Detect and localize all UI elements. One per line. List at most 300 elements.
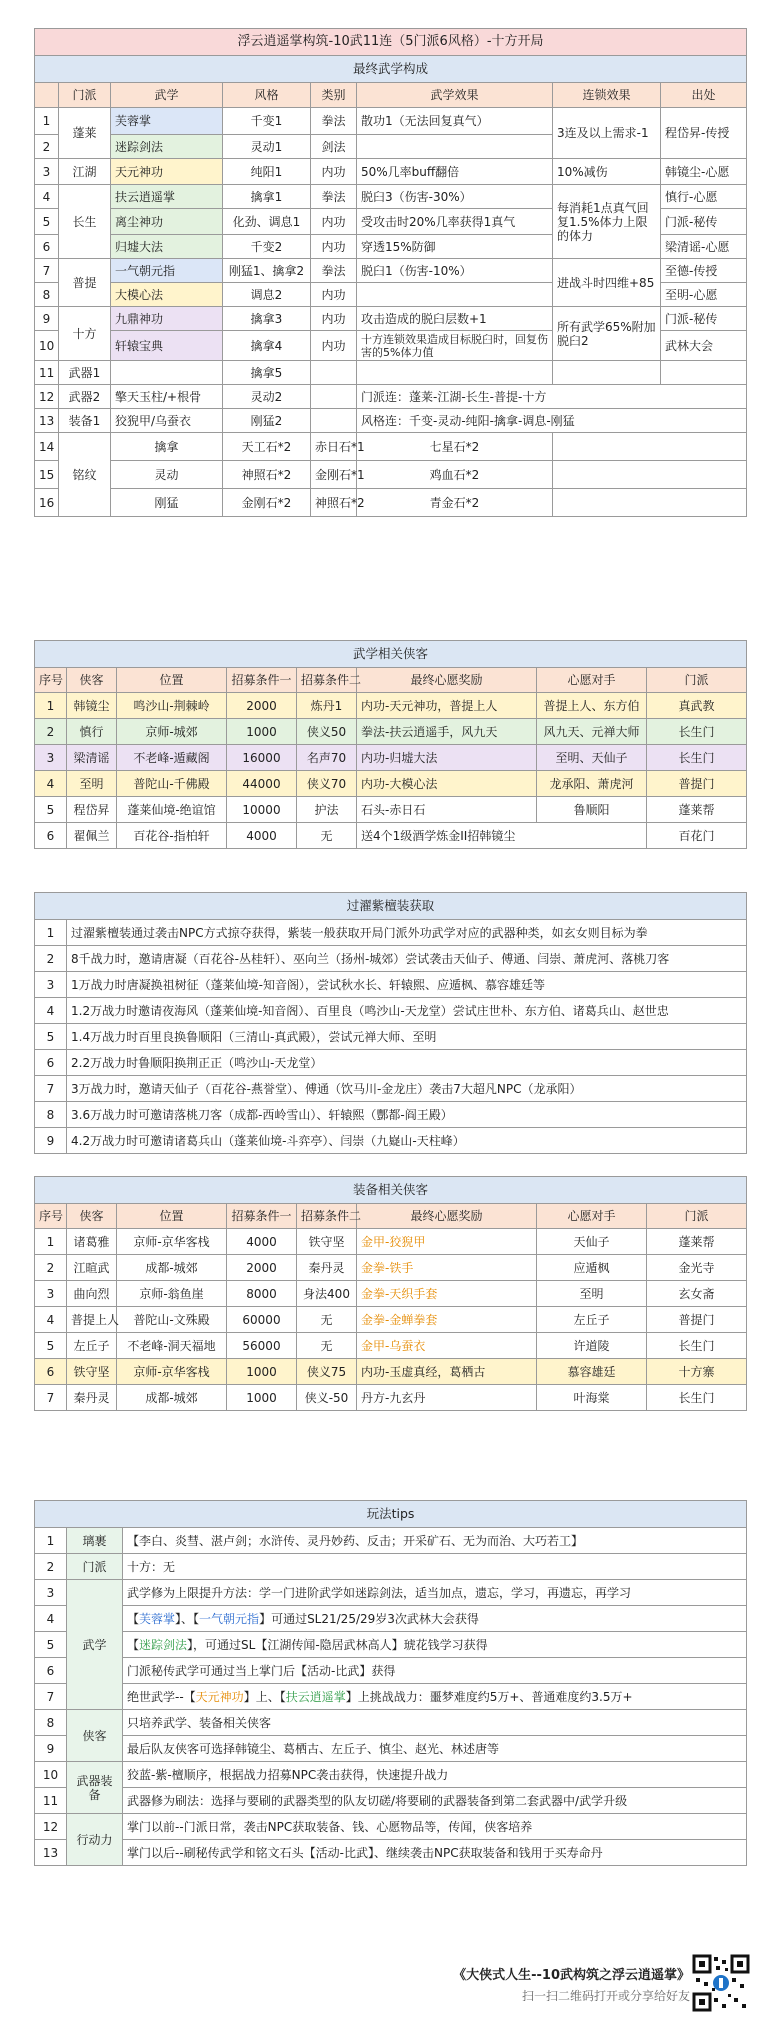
row-number: 8 xyxy=(35,1102,67,1128)
recruit-cond-2: 侠义50 xyxy=(297,719,357,745)
recruit-cond-1: 60000 xyxy=(227,1307,297,1333)
table-row xyxy=(35,823,747,849)
table-row xyxy=(35,1024,747,1050)
skill-heroes-table xyxy=(34,640,747,849)
text-part: 绝世武学--【 xyxy=(127,1689,196,1704)
hero-location: 成都-城郊 xyxy=(117,1255,227,1281)
tip-text: 1.2万战力时邀请夜海风（蓬莱仙境-知音阁）、百里良（鸣沙山-天龙堂）尝试庄世朴、东方伯、诸葛兵山、赵世忠 xyxy=(67,998,747,1024)
tip-text: 武学修为上限提升方法：学一门进阶武学如迷踪剑法，适当加点，遗忘，学习，再遗忘，再学习 xyxy=(123,1580,747,1606)
gear-heroes-table xyxy=(34,1176,747,1411)
table-row xyxy=(35,361,747,385)
tip-text: 掌门以前--门派日常，袭击NPC获取装备、钱、心愿物品等，传闻，侠客培养 xyxy=(123,1814,747,1840)
hero-sect: 长生门 xyxy=(647,1333,747,1359)
wish-opponent: 许道陵 xyxy=(537,1333,647,1359)
hero-sect: 长生门 xyxy=(647,745,747,771)
tip-label: 武器装备 xyxy=(67,1762,123,1814)
tip-text: 过濯紫檀装通过袭击NPC方式掠夺获得，紫装一般获取开局门派外功武学对应的武器种类，如玄女则目标为拳 xyxy=(67,920,747,946)
row-number: 7 xyxy=(35,1684,67,1710)
hero-name: 江暄武 xyxy=(67,1255,117,1281)
effect-cell: 散功1（无法回复真气） xyxy=(357,108,553,135)
final-reward: 内功-归墟大法 xyxy=(357,745,537,771)
col-header: 心愿对手 xyxy=(537,668,647,693)
gem-row xyxy=(35,489,747,517)
skill-cell: 扶云逍遥掌 xyxy=(111,185,223,209)
tip-text: 十方：无 xyxy=(123,1554,747,1580)
table-row xyxy=(35,1580,747,1606)
col-header: 门派 xyxy=(647,1204,747,1229)
tip-text: 门派秘传武学可通过当上掌门后【活动-比武】获得 xyxy=(123,1658,747,1684)
gem-c: 青金石*2 xyxy=(357,489,553,517)
row-number: 2 xyxy=(35,946,67,972)
footer xyxy=(330,1964,690,2004)
skill-highlight: 扶云逍遥掌 xyxy=(285,1689,346,1704)
category-cell xyxy=(311,385,357,409)
footer-subtitle: 扫一扫二维码打开或分享给好友 xyxy=(521,1989,690,2003)
row-number: 11 xyxy=(35,361,59,385)
row-number: 1 xyxy=(35,1528,67,1554)
category-cell: 剑法 xyxy=(311,135,357,159)
category-cell xyxy=(311,361,357,385)
qr-code-icon[interactable] xyxy=(692,1954,750,2012)
table-row xyxy=(35,1814,747,1840)
gem-c: 七星石*2 xyxy=(357,433,553,461)
effect-cell: 50%几率buff翻倍 xyxy=(357,159,553,185)
style-cell: 千变2 xyxy=(223,235,311,259)
hero-name: 左丘子 xyxy=(67,1333,117,1359)
style-cell: 刚猛2 xyxy=(223,409,311,433)
table-row xyxy=(35,1281,747,1307)
table-row xyxy=(35,307,747,331)
hero-name: 曲向烈 xyxy=(67,1281,117,1307)
col-header: 类别 xyxy=(311,83,357,108)
table-row xyxy=(35,1385,747,1411)
tip-text: 4.2万战力时可邀请诸葛兵山（蓬莱仙境-斗弈亭）、闫崇（九嶷山-天柱峰） xyxy=(67,1128,747,1154)
final-reward: 内功-玉虚真经，葛栖古 xyxy=(357,1359,537,1385)
tip-text: 1万战力时唐凝换祖树征（蓬莱仙境-知音阁），尝试秋水长、轩辕熙、应遁枫、慕容雄廷等 xyxy=(67,972,747,998)
purple-gear-table xyxy=(34,892,747,1154)
row-number: 5 xyxy=(35,209,59,235)
chain-cell: 10%减伤 xyxy=(553,159,661,185)
recruit-cond-1: 56000 xyxy=(227,1333,297,1359)
gem-b: 赤日石*1 xyxy=(311,433,357,461)
row-number: 2 xyxy=(35,1255,67,1281)
table-row xyxy=(35,1076,747,1102)
row-number: 1 xyxy=(35,1229,67,1255)
gem-a: 神照石*2 xyxy=(223,461,311,489)
hero-sect: 真武教 xyxy=(647,693,747,719)
recruit-cond-1: 4000 xyxy=(227,823,297,849)
chain-cell: 进战斗时四维+85 xyxy=(553,259,661,307)
effect-cell: 受攻击时20%几率获得1真气 xyxy=(357,209,553,235)
source-cell: 梁清谣-心愿 xyxy=(661,235,747,259)
recruit-cond-2: 侠义-50 xyxy=(297,1385,357,1411)
row-number: 2 xyxy=(35,719,67,745)
row-number: 7 xyxy=(35,259,59,283)
effect-cell xyxy=(357,361,553,385)
gem-style: 刚猛 xyxy=(111,489,223,517)
table-row xyxy=(35,1840,747,1866)
skill-cell: 狡猊甲/乌蚕衣 xyxy=(111,409,223,433)
skill-cell: 轩辕宝典 xyxy=(111,331,223,361)
tip-label: 武学 xyxy=(67,1580,123,1710)
table-row xyxy=(35,159,747,185)
row-number: 5 xyxy=(35,1024,67,1050)
gem-a: 天工石*2 xyxy=(223,433,311,461)
tip-text: 3.6万战力时可邀请落桃刀客（成都-西岭雪山）、轩辕熙（酆都-阎王殿） xyxy=(67,1102,747,1128)
category-cell: 内功 xyxy=(311,209,357,235)
style-cell: 擒拿5 xyxy=(223,361,311,385)
row-number: 14 xyxy=(35,433,59,461)
gem-b: 神照石*2 xyxy=(311,489,357,517)
row-number: 6 xyxy=(35,823,67,849)
recruit-cond-2: 无 xyxy=(297,1333,357,1359)
text-part: 【 xyxy=(127,1611,140,1626)
source-cell: 至明-心愿 xyxy=(661,283,747,307)
recruit-cond-2: 无 xyxy=(297,1307,357,1333)
gem-empty xyxy=(553,489,747,517)
category-cell: 内功 xyxy=(311,235,357,259)
category-cell: 内功 xyxy=(311,331,357,361)
hero-sect: 百花门 xyxy=(647,823,747,849)
tip-text xyxy=(123,1606,747,1632)
table-row xyxy=(35,1102,747,1128)
text-part: 】上、【 xyxy=(243,1689,286,1704)
table-header xyxy=(35,1204,747,1229)
section-heading-gear-heroes: 装备相关侠客 xyxy=(35,1177,747,1204)
col-header: 侠客 xyxy=(67,668,117,693)
effect-cell xyxy=(357,283,553,307)
table-row xyxy=(35,1658,747,1684)
gem-style: 擒拿 xyxy=(111,433,223,461)
source-cell xyxy=(661,361,747,385)
row-number: 6 xyxy=(35,1658,67,1684)
skill-cell: 大模心法 xyxy=(111,283,223,307)
row-number: 8 xyxy=(35,1710,67,1736)
hero-name: 梁清谣 xyxy=(67,745,117,771)
table-row xyxy=(35,998,747,1024)
category-cell: 拳法 xyxy=(311,108,357,135)
category-cell: 内功 xyxy=(311,159,357,185)
table-row xyxy=(35,1736,747,1762)
recruit-cond-1: 44000 xyxy=(227,771,297,797)
final-reward: 金甲-狡猊甲 xyxy=(357,1229,537,1255)
effect-cell: 脱臼1（伤害-10%） xyxy=(357,259,553,283)
final-reward: 丹方-九玄丹 xyxy=(357,1385,537,1411)
hero-location: 普陀山-千佛殿 xyxy=(117,771,227,797)
hero-location: 成都-城郊 xyxy=(117,1385,227,1411)
tip-text xyxy=(123,1684,747,1710)
row-number: 3 xyxy=(35,159,59,185)
text-part: 】、【 xyxy=(175,1611,200,1626)
row-number: 12 xyxy=(35,1814,67,1840)
wish-opponent: 叶海棠 xyxy=(537,1385,647,1411)
col-header: 武学效果 xyxy=(357,83,553,108)
chain-cell: 所有武学65%附加脱臼2 xyxy=(553,307,661,361)
row-number: 5 xyxy=(35,1632,67,1658)
effect-cell: 穿透15%防御 xyxy=(357,235,553,259)
tip-text: 最后队友侠客可选择韩镜尘、葛栖古、左丘子、慎尘、赵光、林述唐等 xyxy=(123,1736,747,1762)
skill-cell: 归墟大法 xyxy=(111,235,223,259)
row-number: 1 xyxy=(35,920,67,946)
hero-name: 韩镜尘 xyxy=(67,693,117,719)
table-row xyxy=(35,108,747,135)
row-number: 7 xyxy=(35,1385,67,1411)
row-number: 7 xyxy=(35,1076,67,1102)
table-row xyxy=(35,385,747,409)
tip-label: 门派 xyxy=(67,1554,123,1580)
skill-cell: 迷踪剑法 xyxy=(111,135,223,159)
table-row xyxy=(35,1554,747,1580)
style-chain-note: 风格连：千变-灵动-纯阳-擒拿-调息-刚猛 xyxy=(357,409,747,433)
row-number: 2 xyxy=(35,1554,67,1580)
table-row xyxy=(35,745,747,771)
recruit-cond-1: 8000 xyxy=(227,1281,297,1307)
effect-cell xyxy=(357,135,553,159)
tip-text: 只培养武学、装备相关侠客 xyxy=(123,1710,747,1736)
footer-title: 《大侠式人生--10武构筑之浮云逍遥掌》 xyxy=(453,1968,690,1983)
text-part: 【 xyxy=(127,1637,140,1652)
chain-cell: 3连及以上需求-1 xyxy=(553,108,661,159)
row-number: 10 xyxy=(35,331,59,361)
final-reward: 金拳-金蝉拳套 xyxy=(357,1307,537,1333)
final-reward: 石头-赤日石 xyxy=(357,797,537,823)
category-cell: 拳法 xyxy=(311,259,357,283)
style-cell: 灵动2 xyxy=(223,385,311,409)
row-number: 8 xyxy=(35,283,59,307)
hero-sect: 十方寨 xyxy=(647,1359,747,1385)
table-row xyxy=(35,1229,747,1255)
table-row xyxy=(35,409,747,433)
hero-sect: 蓬莱帮 xyxy=(647,1229,747,1255)
source-cell: 慎行-心愿 xyxy=(661,185,747,209)
final-reward: 内功-天元神功，普提上人 xyxy=(357,693,537,719)
section-heading-purple-gear: 过濯紫檀装获取 xyxy=(35,893,747,920)
build-table xyxy=(34,28,747,517)
recruit-cond-2: 铁守坚 xyxy=(297,1229,357,1255)
skill-cell: 离尘神功 xyxy=(111,209,223,235)
hero-location: 京师-京华客栈 xyxy=(117,1359,227,1385)
source-text: 慎行 xyxy=(665,189,690,204)
row-number: 4 xyxy=(35,185,59,209)
sect-cell: 江湖 xyxy=(59,159,111,185)
row-number: 4 xyxy=(35,1307,67,1333)
section-heading-tips: 玩法tips xyxy=(35,1501,747,1528)
recruit-cond-2: 炼丹1 xyxy=(297,693,357,719)
page-title: 浮云逍遥掌构筑-10武11连（5门派6风格）-十方开局 xyxy=(35,29,747,56)
hero-name: 普提上人 xyxy=(67,1307,117,1333)
hero-location: 京师-翁鱼崖 xyxy=(117,1281,227,1307)
tip-text xyxy=(123,1632,747,1658)
hero-sect: 长生门 xyxy=(647,1385,747,1411)
col-header: 最终心愿奖励 xyxy=(357,1204,537,1229)
sect-cell: 武器2 xyxy=(59,385,111,409)
table-row xyxy=(35,1528,747,1554)
style-cell: 纯阳1 xyxy=(223,159,311,185)
table-row xyxy=(35,771,747,797)
hero-location: 京师-城郊 xyxy=(117,719,227,745)
tip-text: 3万战力时，邀请天仙子（百花谷-燕誉堂）、傅通（饮马川-金龙庄）袭击7大超凡NPC（龙承阳） xyxy=(67,1076,747,1102)
tip-text: 武器修为刷法：选择与要刷的武器类型的队友切磋/将要刷的武器装备到第二套武器中/武学升级 xyxy=(123,1788,747,1814)
source-cell: 门派-秘传 xyxy=(661,209,747,235)
tip-text: 8千战力时，邀请唐凝（百花谷-丛桂轩）、巫向兰（扬州-城郊）尝试袭击天仙子、傅通、闫崇、萧虎河、落桃刀客 xyxy=(67,946,747,972)
final-reward: 内功-大模心法 xyxy=(357,771,537,797)
col-header: 序号 xyxy=(35,668,67,693)
table-row xyxy=(35,1762,747,1788)
hero-location: 京师-京华客栈 xyxy=(117,1229,227,1255)
tip-label: 侠客 xyxy=(67,1710,123,1762)
tip-text: 掌门以后--刷秘传武学和铭文石头【活动-比武】、继续袭击NPC获取装备和钱用于买寿命丹 xyxy=(123,1840,747,1866)
col-header: 招募条件二 xyxy=(297,668,357,693)
tip-text: 【李白、炎彗、湛卢剑；水浒传、灵丹妙药、反击；开采矿石、无为而治、大巧若工】 xyxy=(123,1528,747,1554)
table-row xyxy=(35,1606,747,1632)
col-header: 最终心愿奖励 xyxy=(357,668,537,693)
row-number: 4 xyxy=(35,771,67,797)
table-row xyxy=(35,185,747,209)
recruit-cond-1: 2000 xyxy=(227,693,297,719)
effect-cell: 攻击造成的脱臼层数+1 xyxy=(357,307,553,331)
row-number: 13 xyxy=(35,409,59,433)
row-number: 12 xyxy=(35,385,59,409)
category-cell xyxy=(311,409,357,433)
col-header: 门派 xyxy=(59,83,111,108)
recruit-cond-2: 无 xyxy=(297,823,357,849)
row-number: 16 xyxy=(35,489,59,517)
hero-name: 秦丹灵 xyxy=(67,1385,117,1411)
hero-name: 慎行 xyxy=(67,719,117,745)
table-row xyxy=(35,719,747,745)
table-row xyxy=(35,693,747,719)
table-row xyxy=(35,1307,747,1333)
table-row xyxy=(35,259,747,283)
skill-cell: 一气朝元指 xyxy=(111,259,223,283)
table-row xyxy=(35,946,747,972)
style-cell: 擒拿3 xyxy=(223,307,311,331)
row-number: 5 xyxy=(35,797,67,823)
recruit-cond-2: 侠义70 xyxy=(297,771,357,797)
table-row xyxy=(35,972,747,998)
sect-chain-note: 门派连：蓬莱-江湖-长生-普提-十方 xyxy=(357,385,747,409)
category-cell: 内功 xyxy=(311,307,357,331)
gem-c: 鸡血石*2 xyxy=(357,461,553,489)
gem-empty xyxy=(553,461,747,489)
sect-cell: 长生 xyxy=(59,185,111,259)
row-number: 6 xyxy=(35,1050,67,1076)
source-cell: 门派-秘传 xyxy=(661,307,747,331)
row-number: 6 xyxy=(35,235,59,259)
hero-location: 鸣沙山-荆棘岭 xyxy=(117,693,227,719)
skill-cell: 擎天玉柱/+根骨 xyxy=(111,385,223,409)
source-cell: 程岱昇-传授 xyxy=(661,108,747,159)
tip-label: 璃裹 xyxy=(67,1528,123,1554)
table-row xyxy=(35,920,747,946)
hero-location: 蓬莱仙境-绝谊馆 xyxy=(117,797,227,823)
final-reward: 送4个1级酒学炼金II招韩镜尘 xyxy=(357,823,647,849)
table-row xyxy=(35,1050,747,1076)
skill-cell xyxy=(111,361,223,385)
recruit-cond-1: 16000 xyxy=(227,745,297,771)
text-part: 】，可通过SL【江湖传闻-隐居武林高人】琥花钱学习获得 xyxy=(187,1637,488,1652)
table-header xyxy=(35,83,747,108)
col-header: 招募条件一 xyxy=(227,1204,297,1229)
section-heading-build: 最终武学构成 xyxy=(35,56,747,83)
source-cell: 至德-传授 xyxy=(661,259,747,283)
col-header: 武学 xyxy=(111,83,223,108)
recruit-cond-1: 10000 xyxy=(227,797,297,823)
final-reward: 拳法-扶云逍遥手，风九天 xyxy=(357,719,537,745)
section-heading-skill-heroes: 武学相关侠客 xyxy=(35,641,747,668)
skill-highlight: 一气朝元指 xyxy=(199,1611,260,1626)
style-cell: 擒拿4 xyxy=(223,331,311,361)
skill-cell: 九鼎神功 xyxy=(111,307,223,331)
sect-cell: 普提 xyxy=(59,259,111,307)
style-cell: 擒拿1 xyxy=(223,185,311,209)
wish-opponent: 普提上人、东方伯 xyxy=(537,693,647,719)
row-number: 3 xyxy=(35,745,67,771)
table-row xyxy=(35,1632,747,1658)
gem-b: 金刚石*1 xyxy=(311,461,357,489)
col-header: 招募条件二 xyxy=(297,1204,357,1229)
row-number: 15 xyxy=(35,461,59,489)
category-cell: 拳法 xyxy=(311,185,357,209)
wish-opponent: 天仙子 xyxy=(537,1229,647,1255)
style-cell: 千变1 xyxy=(223,108,311,135)
hero-name: 铁守坚 xyxy=(67,1359,117,1385)
recruit-cond-1: 1000 xyxy=(227,1359,297,1385)
text-part: 】可通过SL21/25/29岁3次武林大会获得 xyxy=(259,1611,479,1626)
table-row xyxy=(35,1359,747,1385)
sect-cell: 武器1 xyxy=(59,361,111,385)
col-header: 门派 xyxy=(647,668,747,693)
style-cell: 刚猛1、擒拿2 xyxy=(223,259,311,283)
chain-cell: 每消耗1点真气回复1.5%体力上限的体力 xyxy=(553,185,661,259)
row-number: 2 xyxy=(35,135,59,159)
recruit-cond-1: 1000 xyxy=(227,1385,297,1411)
final-reward: 金拳-铁手 xyxy=(357,1255,537,1281)
col-header: 位置 xyxy=(117,668,227,693)
tips-table xyxy=(34,1500,747,1866)
recruit-cond-2: 护法 xyxy=(297,797,357,823)
source-cell: 韩镜尘-心愿 xyxy=(661,159,747,185)
row-number: 3 xyxy=(35,1281,67,1307)
skill-highlight: 迷踪剑法 xyxy=(139,1637,188,1652)
col-header: 心愿对手 xyxy=(537,1204,647,1229)
wish-opponent: 至明 xyxy=(537,1281,647,1307)
table-row xyxy=(35,1128,747,1154)
wish-opponent: 左丘子 xyxy=(537,1307,647,1333)
row-number: 4 xyxy=(35,998,67,1024)
row-number: 1 xyxy=(35,693,67,719)
hero-location: 普陀山-文殊殿 xyxy=(117,1307,227,1333)
wish-opponent: 应遁枫 xyxy=(537,1255,647,1281)
gem-row xyxy=(35,461,747,489)
recruit-cond-1: 1000 xyxy=(227,719,297,745)
source-cell: 武林大会 xyxy=(661,331,747,361)
skill-highlight: 天元神功 xyxy=(195,1689,244,1704)
style-cell: 调息2 xyxy=(223,283,311,307)
row-number: 9 xyxy=(35,307,59,331)
row-number: 5 xyxy=(35,1333,67,1359)
row-number: 1 xyxy=(35,108,59,135)
gem-empty xyxy=(553,433,747,461)
row-number: 13 xyxy=(35,1840,67,1866)
col-header: 出处 xyxy=(661,83,747,108)
table-header xyxy=(35,668,747,693)
hero-name: 翟佩兰 xyxy=(67,823,117,849)
table-row xyxy=(35,1333,747,1359)
row-number: 4 xyxy=(35,1606,67,1632)
category-cell: 内功 xyxy=(311,283,357,307)
table-row xyxy=(35,1788,747,1814)
